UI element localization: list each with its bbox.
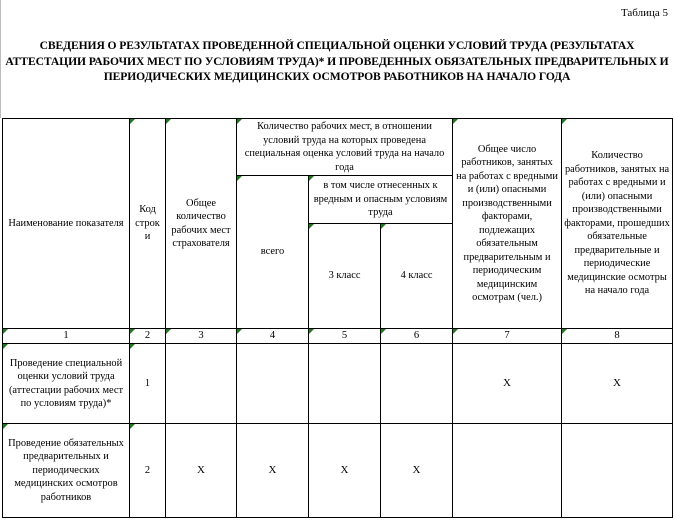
- data-cell: [237, 344, 309, 424]
- header-including-harmful: в том числе отнесенных к вредным и опасным условиям труда: [309, 176, 453, 224]
- data-cell: [309, 344, 381, 424]
- data-cell: X: [166, 424, 237, 518]
- document-title: СВЕДЕНИЯ О РЕЗУЛЬТАТАХ ПРОВЕДЕННОЙ СПЕЦИАЛЬНОЙ ОЦЕНКИ УСЛОВИЙ ТРУДА (РЕЗУЛЬТАТАХ АТТЕСТАЦИИ РАБОЧИХ МЕСТ ПО УСЛОВИЯМ ТРУДА)* И ПРОВЕДЕННЫХ ОБЯЗАТЕЛЬНЫХ ПРЕДВАРИТЕЛЬНЫХ И ПЕРИОДИЧЕСКИХ МЕДИЦИНСКИХ ОСМОТРОВ РАБОТНИКОВ НА НАЧАЛО ГОДА: [5, 39, 669, 83]
- header-indicator-name: Наименование показателя: [3, 119, 130, 329]
- data-cell: X: [381, 424, 453, 518]
- row-code: 2: [130, 424, 166, 518]
- column-number: 2: [130, 329, 166, 344]
- data-cell: X: [453, 344, 562, 424]
- row-name: Проведение специальной оценки условий труда (аттестации рабочих мест по условиям труда)*: [3, 344, 130, 424]
- column-number: 3: [166, 329, 237, 344]
- header-total-workplaces: Общее количество рабочих мест страхователя: [166, 119, 237, 329]
- column-number: 8: [562, 329, 673, 344]
- column-number: 4: [237, 329, 309, 344]
- column-number: 6: [381, 329, 453, 344]
- header-class-3: 3 класс: [309, 224, 381, 329]
- data-cell: [562, 424, 673, 518]
- header-total: всего: [237, 176, 309, 329]
- column-number: 7: [453, 329, 562, 344]
- header-workers-subject: Общее число работников, занятых на работах с вредными и (или) опасными производственными факторами, подлежащих обязательным предварительным и периодическим медицинским осмотрам (чел.): [453, 119, 562, 329]
- column-number: 5: [309, 329, 381, 344]
- column-number-row: [3, 329, 673, 344]
- data-cell: [381, 344, 453, 424]
- header-workers-passed: Количество работников, занятых на работах с вредными и (или) опасными производственными факторами, прошедших обязательные предварительные и периодические медицинские осмотры на начало года: [562, 119, 673, 329]
- table-row: [3, 344, 673, 424]
- row-code: 1: [130, 344, 166, 424]
- data-cell: X: [237, 424, 309, 518]
- column-number: 1: [3, 329, 130, 344]
- left-margin-rule: [0, 0, 1, 118]
- data-cell: [453, 424, 562, 518]
- data-cell: X: [309, 424, 381, 518]
- header-workplaces-assessed: Количество рабочих мест, в отношении условий труда на которых проведена специальная оценка условий труда на начало года: [237, 119, 453, 176]
- table-row: [3, 424, 673, 518]
- data-cell: [166, 344, 237, 424]
- report-table: [2, 118, 673, 518]
- table-number: Таблица 5: [620, 7, 668, 19]
- header-row-code: Код строк и: [130, 119, 166, 329]
- row-name: Проведение обязательных предварительных и периодических медицинских осмотров работников: [3, 424, 130, 518]
- data-cell: X: [562, 344, 673, 424]
- header-class-4: 4 класс: [381, 224, 453, 329]
